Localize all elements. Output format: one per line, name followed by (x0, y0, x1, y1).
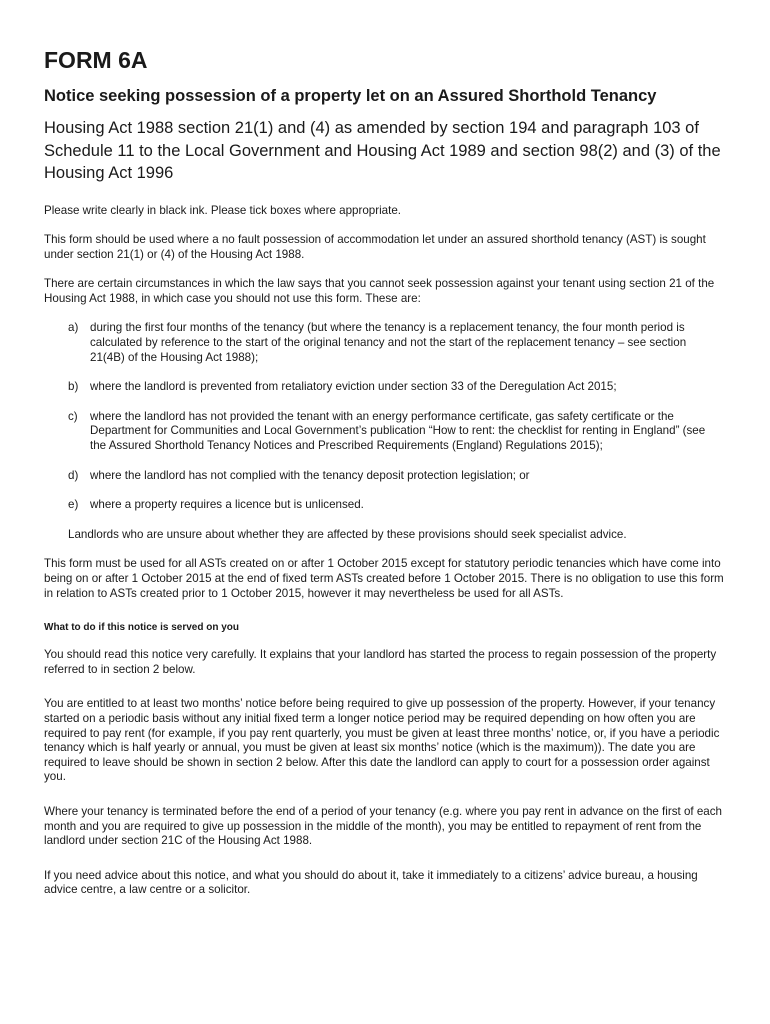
list-item (44, 380, 728, 395)
list-item (44, 321, 728, 365)
served-heading: What to do if this notice is served on you (44, 622, 240, 634)
specialist-advice-note: Landlords who are unsure about whether they are affected by these provisions should seek specialist advice. (68, 527, 627, 541)
list-marker: a) (68, 321, 79, 335)
list-item-text: where the landlord is prevented from retaliatory eviction under section 33 of the Deregulation Act 2015; (90, 380, 617, 394)
list-item-text: where the landlord has not provided the tenant with an energy performance certificate, gas safety certificate or the Department for Communities and Local Government’s publication “How to rent: the checklist for renting in England” (see the Assured Shorthold Tenancy Notices and Prescribed Requirements (England) Regulations 2015); (90, 409, 706, 453)
served-paragraph-advice: If you need advice about this notice, and what you should do about it, take it immediately to a citizens’ advice bureau, a housing advice centre, a law centre or a solicitor. (44, 868, 698, 897)
list-item (44, 498, 728, 513)
list-marker: b) (68, 380, 79, 394)
form-title: FORM 6A (44, 47, 148, 73)
list-marker: e) (68, 498, 79, 512)
intro-instructions: Please write clearly in black ink. Please tick boxes where appropriate. (44, 203, 402, 217)
list-marker: c) (68, 409, 78, 423)
list-marker: d) (68, 468, 79, 482)
list-item (44, 469, 728, 484)
document-page (44, 46, 728, 913)
list-item-text: where the landlord has not complied with the tenancy deposit protection legislation; or (90, 468, 530, 482)
usage-paragraph: This form must be used for all ASTs created on or after 1 October 2015 except for statutory periodic tenancies which have come into being on or after 1 October 2015 at the end of fixed term ASTs created before 1 October 2015. There is no obligation to use this form in relation to ASTs created prior to 1 October 2015, however it may nevertheless be used for all ASTs. (44, 557, 724, 600)
statute-reference: Housing Act 1988 section 21(1) and (4) as amended by section 194 and paragraph 103 of Schedule 11 to the Local Government and Housing Act 1989 and section 98(2) and (3) of the Housing Act 1996 (44, 119, 721, 182)
served-paragraph-repayment: Where your tenancy is terminated before the end of a period of your tenancy (e.g. where you pay rent in advance on the first of each month and you are required to give up possession in the middle of the month), you may be entitled to repayment of rent from the landlord under section 21C of the Housing Act 1988. (44, 804, 722, 848)
intro-usage: This form should be used where a no fault possession of accommodation let under an assured shorthold tenancy (AST) is sought under section 21(1) or (4) of the Housing Act 1988. (44, 233, 706, 261)
served-paragraph-read: You should read this notice very carefully. It explains that your landlord has started the process to regain possession of the property referred to in section 2 below. (44, 648, 717, 676)
list-item (44, 410, 728, 454)
list-item-text: during the first four months of the tenancy (but where the tenancy is a replacement tenancy, the four month period is calculated by reference to the start of the original tenancy and not the start of the replacement tenancy – see section 21(4B) of the Housing Act 1988); (90, 321, 687, 364)
list-item-text: where a property requires a licence but is unlicensed. (90, 498, 364, 512)
form-subtitle: Notice seeking possession of a property let on an Assured Shorthold Tenancy (44, 87, 657, 105)
intro-restrictions: There are certain circumstances in which the law says that you cannot seek possession against your tenant using section 21 of the Housing Act 1988, in which case you should not use this form. These are: (44, 277, 715, 305)
conditions-list (44, 321, 728, 512)
served-paragraph-notice: You are entitled to at least two months’ notice before being required to give up possession of the property. However, if your tenancy started on a periodic basis without any initial fixed term a longer notice period may be required depending on how often you are required to pay rent (for example, if you pay rent quarterly, you must be given at least three months’ notice, or, if you have a periodic tenancy which is half yearly or annual, you must be given at least six months’ notice (which is the maximum)). The date you are required to leave should be shown in section 2 below. After this date the landlord can apply to court for a possession order against you. (44, 697, 720, 784)
